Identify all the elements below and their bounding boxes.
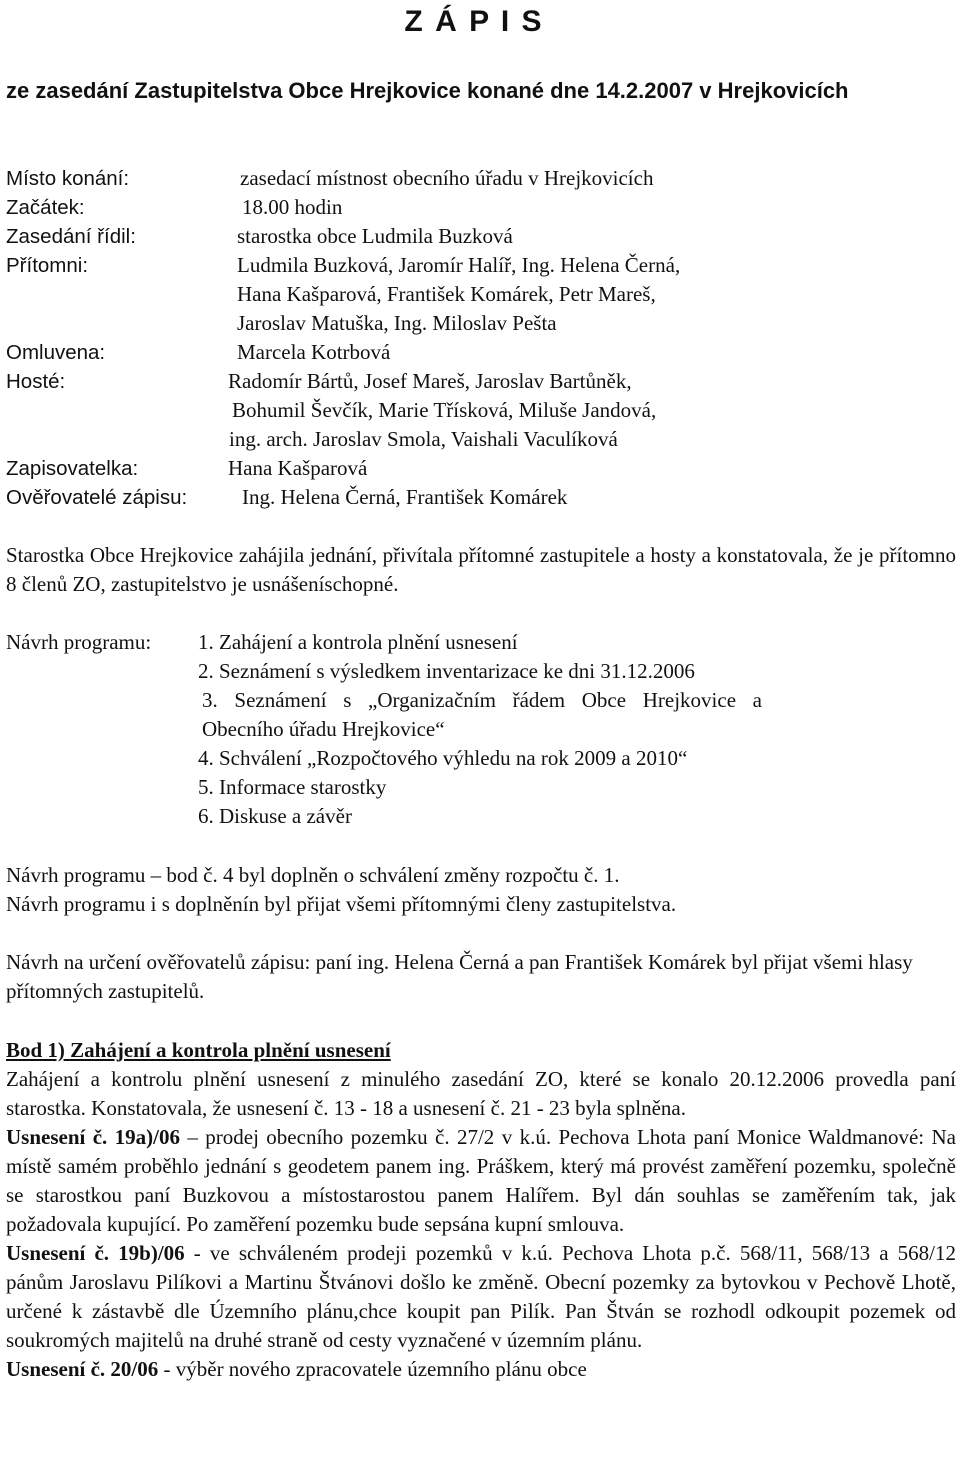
meeting-details <box>6 164 956 512</box>
meta-value: zasedací místnost obecního úřadu v Hrejkovicích <box>240 166 654 190</box>
meta-label: Místo konání: <box>6 167 130 190</box>
meta-label: Zapisovatelka: <box>6 457 139 480</box>
meta-label: Hosté: <box>6 370 66 393</box>
meta-row-recorder <box>6 454 956 483</box>
program-item: 3. Seznámení s „Organizačním řádem Obce Hrejkovice a Obecního úřadu Hrejkovice“ <box>202 688 762 741</box>
meta-row-verifiers <box>6 483 956 512</box>
meta-label: Ověřovatelé zápisu: <box>6 486 188 509</box>
meta-value: Ing. Helena Černá, František Komárek <box>242 485 568 509</box>
program-item: 6. Diskuse a závěr <box>198 804 352 828</box>
program-item: 4. Schválení „Rozpočtového výhledu na rok 2009 a 2010“ <box>198 746 688 770</box>
meta-row-present <box>6 251 956 338</box>
resolution-text: – prodej obecního pozemku č. 27/2 v k.ú. Pechova Lhota paní Monice Waldmanové: Na místě samém proběhlo jednání s geodetem panem ing. Práškem, který má provést zaměření pozemku, společně se starostkou paní Buzkovou a místostarostou panem Halířem. Byl dán souhlas se zaměřením tak, jak požadovala kupující. Po zaměření pozemku bude sepsána kupní smlouva. <box>6 1125 956 1236</box>
meta-value-line: Radomír Bártů, Josef Mareš, Jaroslav Bartůněk, <box>228 369 632 393</box>
meta-value <box>228 251 956 338</box>
meta-value: 18.00 hodin <box>242 195 343 219</box>
section-1 <box>6 1036 956 1384</box>
meta-row-chair <box>6 222 956 251</box>
meta-value: Marcela Kotrbová <box>237 340 391 364</box>
meta-label: Omluvena: <box>6 341 106 364</box>
resolution-19b <box>6 1239 956 1355</box>
resolution-label: Usnesení č. 19a)/06 <box>6 1125 181 1149</box>
meta-row-guests <box>6 367 956 454</box>
meta-value <box>228 367 956 454</box>
meta-value-line: Ludmila Buzková, Jaromír Halíř, Ing. Helena Černá, <box>237 253 681 277</box>
program-item: 1. Zahájení a kontrola plnění usnesení <box>198 630 518 654</box>
document-title: Z Á P I S <box>404 5 544 38</box>
resolution-text: - výběr nového zpracovatele územního plánu obce <box>158 1357 587 1381</box>
meta-label: Začátek: <box>6 196 85 219</box>
program-section <box>6 628 956 831</box>
meta-value-line: Jaroslav Matuška, Ing. Miloslav Pešta <box>237 311 557 335</box>
resolution-label: Usnesení č. 19b)/06 <box>6 1241 185 1265</box>
verifiers-paragraph: Návrh na určení ověřovatelů zápisu: paní ing. Helena Černá a pan František Komárek byl přijat všemi hlasy přítomných zastupitelů. <box>6 950 913 1003</box>
meta-row-location <box>6 164 956 193</box>
document-subtitle: ze zasedání Zastupitelstva Obce Hrejkovice konané dne 14.2.2007 v Hrejkovicích <box>6 78 849 103</box>
program-item: 5. Informace starostky <box>198 775 387 799</box>
section-1-heading: Bod 1) Zahájení a kontrola plnění usnesení <box>6 1038 391 1062</box>
resolution-19a <box>6 1123 956 1239</box>
resolution-text: - ve schváleném prodeji pozemků v k.ú. Pechova Lhota p.č. 568/11, 568/13 a 568/12 pánům Jaroslavu Pilíkovi a Martinu Štvánovi došlo ke změně. Obecní pozemky za bytovkou v Pechově Lhotě, určené k zástavbě dle Územního plánu,chce koupit pan Pilík. Pan Štván se rozhodl odkoupit pozemek od soukromých majitelů na druhé straně od cesty vyznačené v územním plánu. <box>6 1241 956 1352</box>
meta-label: Přítomni: <box>6 254 89 277</box>
program-note-2: Návrh programu i s doplněnín byl přijat všemi přítomnými členy zastupitelstva. <box>6 892 677 916</box>
meta-value-line: Bohumil Ševčík, Marie Třísková, Miluše Jandová, <box>232 398 657 422</box>
meta-label: Zasedání řídil: <box>6 225 136 248</box>
section-1-text: Zahájení a kontrolu plnění usnesení z minulého zasedání ZO, které se konalo 20.12.2006 provedla paní starostka. Konstatovala, že usnesení č. 13 - 18 a usnesení č. 21 - 23 byla splněna. <box>6 1067 956 1120</box>
program-item: 2. Seznámení s výsledkem inventarizace ke dni 31.12.2006 <box>198 659 695 683</box>
meta-value-line: Hana Kašparová, František Komárek, Petr Mareš, <box>237 282 656 306</box>
meta-value-line: ing. arch. Jaroslav Smola, Vaishali Vaculíková <box>229 427 618 451</box>
meta-value: starostka obce Ludmila Buzková <box>237 224 513 248</box>
program-list <box>198 628 956 831</box>
meta-row-start <box>6 193 956 222</box>
resolution-label: Usnesení č. 20/06 <box>6 1357 159 1381</box>
program-note-1: Návrh programu – bod č. 4 byl doplněn o schválení změny rozpočtu č. 1. <box>6 863 620 887</box>
resolution-20 <box>6 1355 956 1384</box>
intro-paragraph: Starostka Obce Hrejkovice zahájila jednání, přivítala přítomné zastupitele a hosty a konstatovala, že je přítomno 8 členů ZO, zastupitelstvo je usnášeníschopné. <box>6 543 956 596</box>
meta-row-excused <box>6 338 956 367</box>
meta-value: Hana Kašparová <box>228 456 368 480</box>
program-label: Návrh programu: <box>6 630 152 654</box>
